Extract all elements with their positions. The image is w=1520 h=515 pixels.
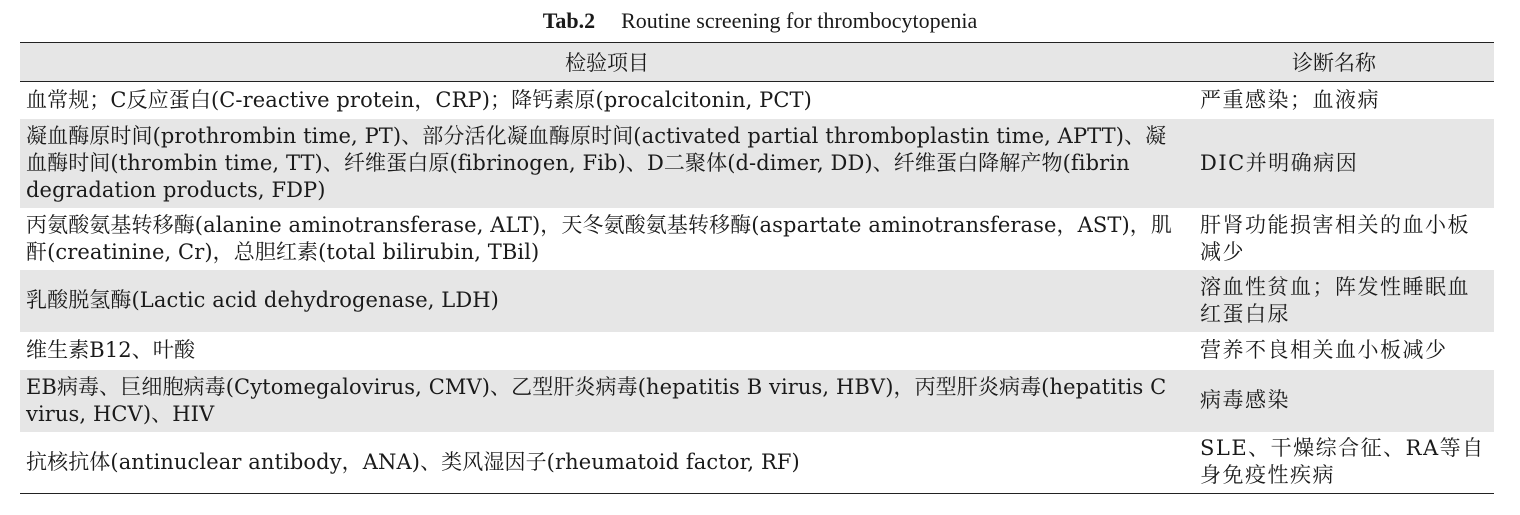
header-test-items: 检验项目 <box>565 51 649 75</box>
diagnosis-cell: 溶血性贫血；阵发性睡眠血红蛋白尿 <box>1200 274 1470 326</box>
test-item-cell: 抗核抗体(antinuclear antibody，ANA)、类风湿因子(rheumatoid factor, RF) <box>26 449 800 474</box>
table-row <box>20 119 1494 208</box>
test-item-cell: 维生素B12、叶酸 <box>26 338 196 362</box>
test-item-cell: 乳酸脱氢酶(Lactic acid dehydrogenase, LDH) <box>26 288 499 312</box>
table-row <box>20 270 1494 332</box>
table-caption <box>0 6 1520 36</box>
diagnosis-cell: 病毒感染 <box>1200 388 1290 412</box>
table-header <box>20 43 1494 82</box>
test-item-cell: 丙氨酸氨基转移酶(alanine aminotransferase, ALT)，天冬氨酸氨基转移酶(aspartate aminotransferase，AST)，肌酐(creatinine, Cr)，总胆红素(total bilirubin, TBil) <box>26 212 1172 264</box>
header-diagnosis: 诊断名称 <box>1292 51 1376 75</box>
screening-table-container <box>20 42 1494 494</box>
test-item-cell: 凝血酶原时间(prothrombin time, PT)、部分活化凝血酶原时间(activated partial thromboplastin time, APTT)、凝血酶时间(thrombin time, TT)、纤维蛋白原(fibrinogen, Fib)、D二聚体(d-dimer, DD)、纤维蛋白降解产物(fibrin degradation products, FDP) <box>26 123 1167 202</box>
diagnosis-cell: 严重感染；血液病 <box>1200 87 1380 112</box>
diagnosis-cell: DIC并明确病因 <box>1200 150 1359 175</box>
diagnosis-cell: 肝肾功能损害相关的血小板减少 <box>1200 212 1470 264</box>
table-number: Tab.2 <box>542 8 596 33</box>
diagnosis-cell: SLE、干燥综合征、RA等自身免疫性疾病 <box>1200 436 1485 488</box>
table-row <box>20 432 1494 494</box>
test-item-cell: EB病毒、巨细胞病毒(Cytomegalovirus, CMV)、乙型肝炎病毒(hepatitis B virus, HBV)，丙型肝炎病毒(hepatitis C virus, HCV)、HIV <box>26 374 1167 426</box>
table-title: Routine screening for thrombocytopenia <box>621 8 978 33</box>
header-row <box>20 43 1494 82</box>
table-row <box>20 82 1494 119</box>
test-item-cell: 血常规；C反应蛋白(C-reactive protein，CRP)；降钙素原(procalcitonin, PCT) <box>26 87 812 112</box>
table-row <box>20 332 1494 370</box>
diagnosis-cell: 营养不良相关血小板减少 <box>1200 338 1448 362</box>
table-body <box>20 82 1494 494</box>
screening-table <box>20 42 1494 494</box>
table-row <box>20 370 1494 432</box>
table-row <box>20 208 1494 270</box>
